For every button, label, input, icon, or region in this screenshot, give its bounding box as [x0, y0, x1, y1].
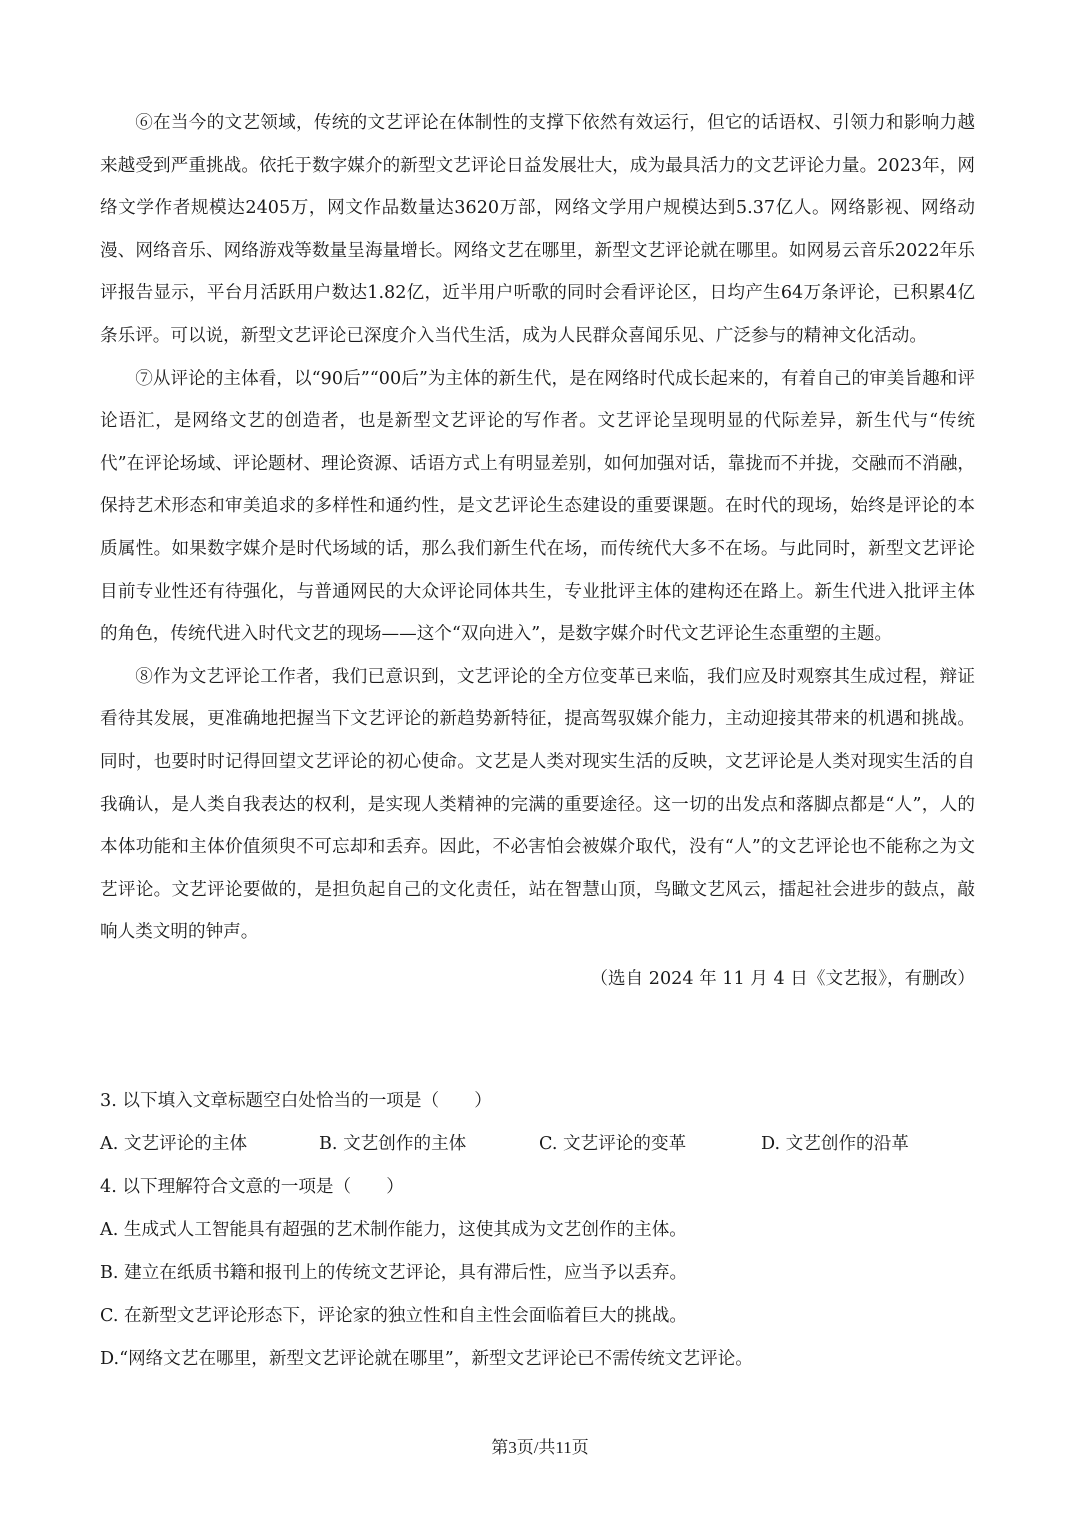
- question-3-option-a: A. 文艺评论的主体: [100, 1134, 248, 1154]
- question-3-options: [100, 1123, 975, 1166]
- paragraph-6: ⑥在当今的文艺领域，传统的文艺评论在体制性的支撑下依然有效运行，但它的话语权、引领力和影响力越来越受到严重挑战。依托于数字媒介的新型文艺评论日益发展壮大，成为最具活力的文艺评论力量。2023年，网络文学作者规模达2405万，网文作品数量达3620万部，网络文学用户规模达到5.37亿人。网络影视、网络动漫、网络音乐、网络游戏等数量呈海量增长。网络文艺在哪里，新型文艺评论就在哪里。如网易云音乐2022年乐评报告显示，平台月活跃用户数达1.82亿，近半用户听歌的同时会看评论区，日均产生64万条评论，已积累4亿条乐评。可以说，新型文艺评论已深度介入当代生活，成为人民群众喜闻乐见、广泛参与的精神文化活动。: [100, 113, 975, 346]
- question-4-option-a: A. 生成式人工智能具有超强的艺术制作能力，这使其成为文艺创作的主体。: [100, 1220, 687, 1240]
- question-3-option-c: C. 文艺评论的变革: [539, 1134, 687, 1154]
- question-4-stem: 4. 以下理解符合文意的一项是（ ）: [100, 1177, 404, 1197]
- question-4-option-b: B. 建立在纸质书籍和报刊上的传统文艺评论，具有滞后性，应当予以丢弃。: [100, 1263, 688, 1283]
- paragraph-8: ⑧作为文艺评论工作者，我们已意识到，文艺评论的全方位变革已来临，我们应及时观察其生成过程，辩证看待其发展，更准确地把握当下文艺评论的新趋势新特征，提高驾驭媒介能力，主动迎接其带来的机遇和挑战。同时，也要时时记得回望文艺评论的初心使命。文艺是人类对现实生活的反映，文艺评论是人类对现实生活的自我确认，是人类自我表达的权利，是实现人类精神的完满的重要途径。这一切的出发点和落脚点都是“人”，人的本体功能和主体价值须臾不可忘却和丢弃。因此，不必害怕会被媒介取代，没有“人”的文艺评论也不能称之为文艺评论。文艺评论要做的，是担负起自己的文化责任，站在智慧山顶，鸟瞰文艺风云，擂起社会进步的鼓点，敲响人类文明的钟声。: [100, 666, 975, 943]
- question-4-option-d: D.“网络文艺在哪里，新型文艺评论就在哪里”，新型文艺评论已不需传统文艺评论。: [100, 1349, 753, 1369]
- paragraph-7: ⑦从评论的主体看，以“90后”“00后”为主体的新生代，是在网络时代成长起来的，有着自己的审美旨趣和评论语汇，是网络文艺的创造者，也是新型文艺评论的写作者。文艺评论呈现明显的代际差异，新生代与“传统代”在评论场域、评论题材、理论资源、话语方式上有明显差别，如何加强对话，靠拢而不并拢，交融而不消融，保持艺术形态和审美追求的多样性和通约性，是文艺评论生态建设的重要课题。在时代的现场，始终是评论的本质属性。如果数字媒介是时代场域的话，那么我们新生代在场，而传统代大多不在场。与此同时，新型文艺评论目前专业性还有待强化，与普通网民的大众评论同体共生，专业批评主体的建构还在路上。新生代进入批评主体的角色，传统代进入时代文艺的现场——这个“双向进入”，是数字媒介时代文艺评论生态重塑的主题。: [100, 368, 975, 645]
- question-3-stem: 3. 以下填入文章标题空白处恰当的一项是（ ）: [100, 1091, 492, 1111]
- page-number: 第3页/共11页: [491, 1438, 589, 1457]
- question-4-option-c: C. 在新型文艺评论形态下，评论家的独立性和自主性会面临着巨大的挑战。: [100, 1306, 688, 1326]
- question-3-option-d: D. 文艺创作的沿革: [761, 1134, 909, 1154]
- questions-section: [100, 1080, 975, 1381]
- article-body: [100, 102, 975, 1000]
- question-3-option-b: B. 文艺创作的主体: [319, 1134, 467, 1154]
- article-source: （选自 2024 年 11 月 4 日《文艺报》，有删改）: [590, 968, 975, 989]
